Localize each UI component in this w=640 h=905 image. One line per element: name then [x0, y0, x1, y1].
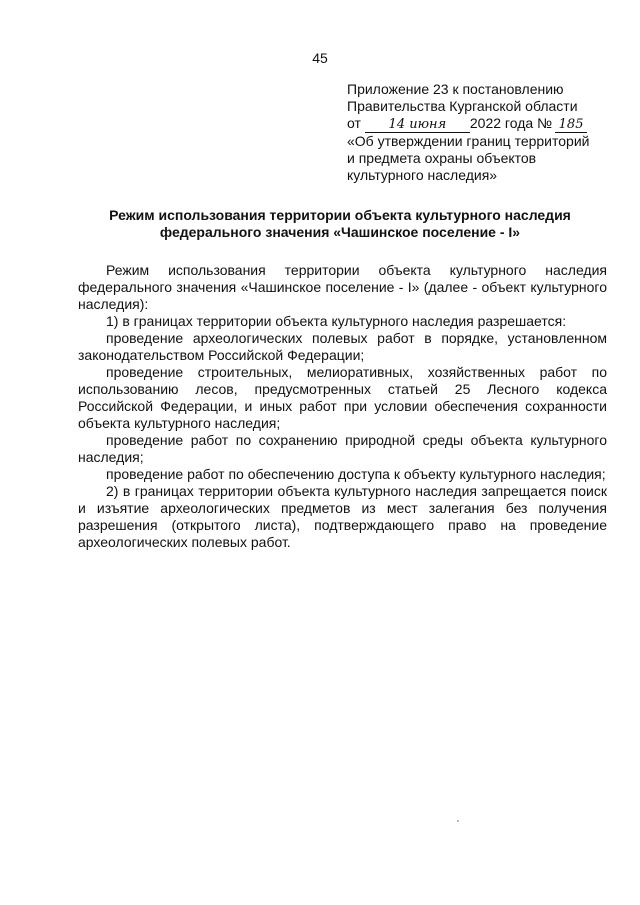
handwritten-number: 185 [555, 118, 587, 133]
scan-speck [457, 820, 459, 822]
appendix-line: Правительства Курганской области [347, 98, 578, 114]
paragraph: проведение работ по обеспечению доступа к объекту культурного наследия; [106, 466, 606, 482]
appendix-subject-line: «Об утверждении границ территорий [347, 133, 590, 149]
appendix-subject-line: и предмета охраны объектов [347, 150, 537, 166]
paragraph: проведение работ по сохранению природной среды объекта культурного наследия; [78, 432, 607, 465]
document-title [60, 207, 620, 241]
document-body [78, 262, 607, 551]
paragraph: проведение строительных, мелиоративных, хозяйственных работ по использованию лесов, предусмотренных статьей 25 Лесного кодекса Российской Федерации, и иных работ при условии обеспечения сохранности объекта культурного наследия; [78, 364, 607, 431]
appendix-block [347, 81, 617, 184]
appendix-line: Приложение 23 к постановлению [347, 81, 564, 97]
paragraph: проведение археологических полевых работ в порядке, установленном законодательством Российской Федерации; [78, 330, 607, 363]
appendix-subject-line: культурного наследия» [347, 167, 498, 183]
date-prefix: от [347, 115, 361, 131]
year-text: 2022 года № [469, 115, 553, 131]
page-number: 45 [312, 50, 328, 66]
paragraph: Режим использования территории объекта культурного наследия федерального значения «Чашинское поселение - I» (далее - объект культурного наследия): [78, 262, 607, 312]
appendix-date-line [347, 115, 617, 133]
paragraph: 2) в границах территории объекта культурного наследия запрещается поиск и изъятие археологических предметов из мест залегания без получения разрешения (открытого листа), подтверждающего право на проведение археологических полевых работ. [78, 483, 607, 550]
paragraph: 1) в границах территории объекта культурного наследия разрешается: [106, 313, 567, 329]
handwritten-date: 14 июня [365, 118, 470, 133]
title-line: федерального значения «Чашинское поселение - I» [159, 224, 521, 240]
title-line: Режим использования территории объекта культурного наследия [109, 207, 571, 223]
